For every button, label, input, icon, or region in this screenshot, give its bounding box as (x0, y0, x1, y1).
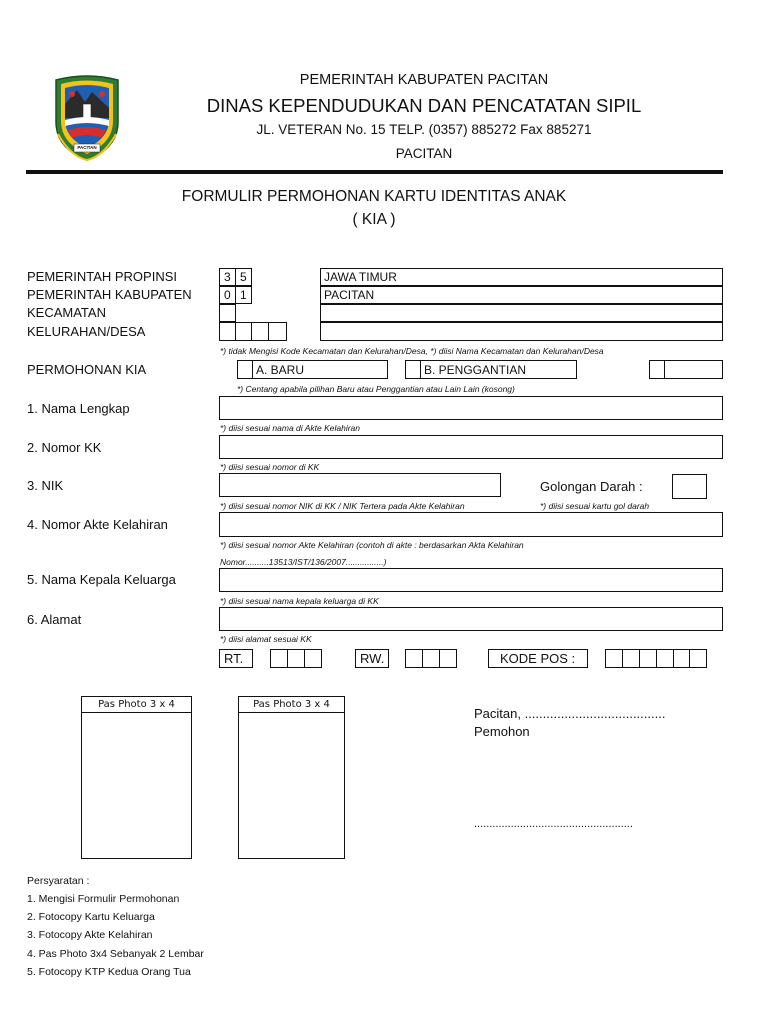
pacitan-seal-logo (52, 74, 122, 162)
label-nik: 3. NIK (27, 478, 64, 493)
rt-cell-1[interactable] (270, 649, 288, 668)
requirements-title: Persyaratan : (27, 875, 90, 887)
option-baru[interactable]: A. BARU (252, 360, 388, 379)
nik-note: *) diisi sesuai nomor NIK di KK / NIK Tertera pada Akte Kelahiran (220, 501, 465, 511)
label-propinsi: PEMERINTAH PROPINSI (27, 269, 178, 284)
option-lain[interactable] (664, 360, 723, 379)
photo-box-2 (238, 696, 345, 859)
requirement-item: 5. Fotocopy KTP Kedua Orang Tua (27, 966, 191, 978)
kabupaten-name-field[interactable]: PACITAN (320, 286, 723, 304)
rt-cell-3[interactable] (304, 649, 322, 668)
kodepos-cell-4[interactable] (656, 649, 674, 668)
kecamatan-code-cell-1[interactable] (219, 304, 236, 322)
akte-note-1: *) diisi sesuai nomor Akte Kelahiran (contoh di akte : berdasarkan Akta Kelahiran (220, 540, 524, 550)
permohonan-note: *) Centang apabila pilihan Baru atau Penggantian atau Lain Lain (kosong) (237, 384, 515, 394)
requirement-item: 2. Fotocopy Kartu Keluarga (27, 911, 155, 923)
requirement-item: 4. Pas Photo 3x4 Sebanyak 2 Lembar (27, 948, 204, 960)
golongan-darah-field[interactable] (672, 474, 707, 499)
nama-lengkap-field[interactable] (219, 396, 723, 420)
label-golongan-darah: Golongan Darah : (540, 479, 643, 494)
kelurahan-code-cell-1[interactable] (219, 322, 236, 341)
header-divider (26, 170, 723, 174)
kabupaten-code-cell-2[interactable]: 1 (235, 286, 252, 304)
kk-note: *) diisi sesuai nomor di KK (220, 462, 320, 472)
label-alamat: 6. Alamat (27, 612, 82, 627)
kepala-keluarga-field[interactable] (219, 568, 723, 592)
header-department: DINAS KEPENDUDUKAN DAN PENCATATAN SIPIL (206, 95, 642, 116)
kecamatan-name-field[interactable] (320, 304, 723, 322)
rw-cell-3[interactable] (439, 649, 457, 668)
akte-note-2: Nomor..........13513/IST/136/2007................) (220, 557, 387, 567)
region-note: *) tidak Mengisi Kode Kecamatan dan Kelurahan/Desa, *) diisi Nama Kecamatan dan Kelurahan/Desa (220, 346, 604, 356)
goldar-note: *) diisi sesuai kartu gol darah (540, 501, 650, 511)
label-permohonan: PERMOHONAN KIA (27, 362, 147, 377)
label-nomor-akte: 4. Nomor Akte Kelahiran (27, 517, 168, 532)
label-kabupaten: PEMERINTAH KABUPATEN (27, 287, 192, 302)
kodepos-cell-1[interactable] (605, 649, 623, 668)
photo-label-1: Pas Photo 3 x 4 (82, 697, 191, 713)
signature-role: Pemohon (474, 724, 530, 739)
propinsi-code-cell-2[interactable]: 5 (235, 268, 252, 286)
checkbox-baru[interactable] (237, 360, 253, 379)
checkbox-penggantian[interactable] (405, 360, 421, 379)
kelurahan-code-cell-2[interactable] (235, 322, 252, 341)
kelurahan-code-cell-4[interactable] (268, 322, 287, 341)
propinsi-name-field[interactable]: JAWA TIMUR (320, 268, 723, 286)
requirement-item: 1. Mengisi Formulir Permohonan (27, 893, 180, 905)
kelurahan-name-field[interactable] (320, 322, 723, 341)
requirement-item: 3. Fotocopy Akte Kelahiran (27, 929, 153, 941)
nomor-akte-field[interactable] (219, 512, 723, 537)
kepala-note: *) diisi sesuai nama kepala keluarga di KK (220, 596, 379, 606)
kabupaten-code-cell-1[interactable]: 0 (219, 286, 236, 304)
label-kecamatan: KECAMATAN (27, 305, 106, 320)
checkbox-lain[interactable] (649, 360, 665, 379)
kodepos-cell-3[interactable] (639, 649, 657, 668)
propinsi-code-cell-1[interactable]: 3 (219, 268, 236, 286)
photo-label-2: Pas Photo 3 x 4 (239, 697, 344, 713)
nik-field[interactable] (219, 473, 501, 497)
form-subtitle: ( KIA ) (352, 211, 396, 228)
option-penggantian[interactable]: B. PENGGANTIAN (420, 360, 577, 379)
nama-note: *) diisi sesuai nama di Akte Kelahiran (220, 423, 361, 433)
kodepos-cell-5[interactable] (673, 649, 690, 668)
header-government: PEMERINTAH KABUPATEN PACITAN (299, 72, 549, 88)
rt-label-box: RT. (219, 649, 253, 668)
label-kelurahan: KELURAHAN/DESA (27, 324, 146, 339)
label-nama-lengkap: 1. Nama Lengkap (27, 401, 130, 416)
header-city: PACITAN (395, 146, 453, 161)
rt-cell-2[interactable] (287, 649, 305, 668)
label-kepala-keluarga: 5. Nama Kepala Keluarga (27, 572, 176, 587)
kelurahan-code-cell-3[interactable] (251, 322, 269, 341)
rw-cell-1[interactable] (405, 649, 423, 668)
alamat-field[interactable] (219, 607, 723, 631)
header-address: JL. VETERAN No. 15 TELP. (0357) 885272 Fax 885271 (256, 122, 592, 137)
signature-line: .................................................... (474, 818, 633, 830)
kodepos-label-box: KODE POS : (488, 649, 588, 668)
rw-label-box: RW. (355, 649, 389, 668)
signature-place-date: Pacitan, ....................................... (474, 706, 666, 721)
photo-box-1 (81, 696, 192, 859)
seal-banner-text: PACITAN (77, 145, 97, 150)
nomor-kk-field[interactable] (219, 435, 723, 459)
rw-cell-2[interactable] (422, 649, 440, 668)
form-title: FORMULIR PERMOHONAN KARTU IDENTITAS ANAK (181, 188, 567, 205)
label-nomor-kk: 2. Nomor KK (27, 440, 102, 455)
kodepos-cell-2[interactable] (622, 649, 640, 668)
alamat-note: *) diisi alamat sesuai KK (220, 634, 312, 644)
kodepos-cell-6[interactable] (689, 649, 707, 668)
